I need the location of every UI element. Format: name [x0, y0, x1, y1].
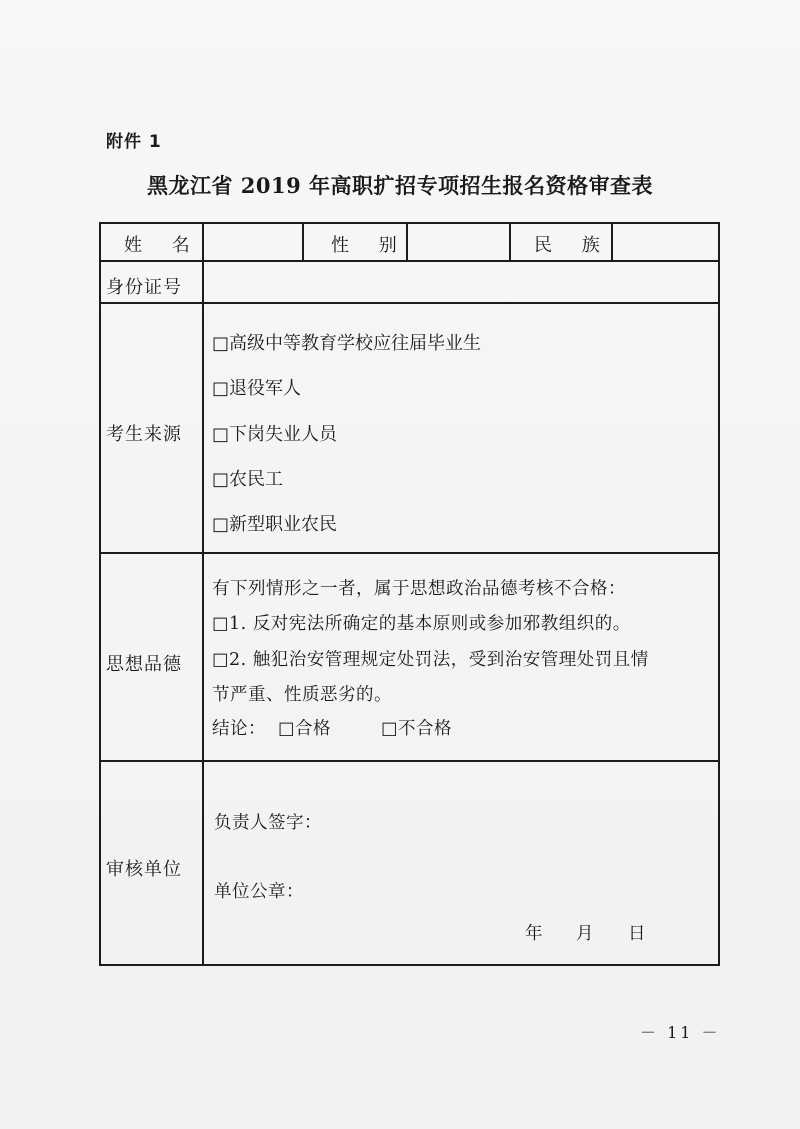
signature-field-label: 负责人签字：	[214, 813, 322, 833]
table-border-left	[99, 222, 101, 965]
source-option[interactable]: □新型职业农民	[212, 514, 338, 535]
moral-character-label: 思想品德	[106, 654, 182, 675]
moral-item-2-line-1[interactable]: □2. 触犯治安管理规定处罚法，受到治安管理处罚且情	[212, 650, 649, 670]
conclusion-pass-checkbox[interactable]: □合格	[278, 719, 332, 739]
conclusion-fail-checkbox[interactable]: □不合格	[381, 719, 453, 739]
label-column-divider	[202, 222, 204, 965]
table-row-divider	[99, 302, 720, 304]
table-row-divider	[99, 260, 720, 262]
moral-item-2-line-2: 节严重、性质恶劣的。	[212, 685, 392, 705]
candidate-source-label: 考生来源	[106, 424, 182, 445]
table-border-top	[99, 222, 720, 224]
date-year-label: 年	[525, 924, 543, 944]
review-unit-label: 审核单位	[106, 859, 182, 880]
attachment-label: 附件 1	[106, 132, 162, 152]
source-option[interactable]: □退役军人	[212, 378, 302, 399]
page-number: － 11 －	[640, 1023, 721, 1042]
id-number-label: 身份证号	[106, 277, 182, 298]
gender-label: 性 别	[331, 235, 409, 256]
source-option[interactable]: □下岗失业人员	[212, 424, 338, 445]
date-month-label: 月	[576, 924, 594, 944]
source-option[interactable]: □农民工	[212, 469, 284, 490]
conclusion-label: 结论：	[212, 719, 266, 739]
source-option[interactable]: □高级中等教育学校应往届毕业生	[212, 333, 482, 354]
table-row-divider	[99, 552, 720, 554]
seal-field-label: 单位公章：	[214, 882, 304, 902]
moral-intro: 有下列情形之一者，属于思想政治品德考核不合格：	[212, 579, 626, 599]
moral-item-1[interactable]: □1. 反对宪法所确定的基本原则或参加邪教组织的。	[212, 614, 631, 634]
table-row-divider	[99, 760, 720, 762]
table-border-bottom	[99, 964, 720, 966]
name-label: 姓 名	[124, 235, 202, 256]
column-divider	[509, 222, 511, 260]
table-border-right	[718, 222, 720, 965]
column-divider	[302, 222, 304, 260]
form-title: 黑龙江省 2019 年高职扩招专项招生报名资格审查表	[146, 173, 654, 198]
ethnicity-label: 民 族	[534, 235, 612, 256]
date-day-label: 日	[628, 924, 646, 944]
